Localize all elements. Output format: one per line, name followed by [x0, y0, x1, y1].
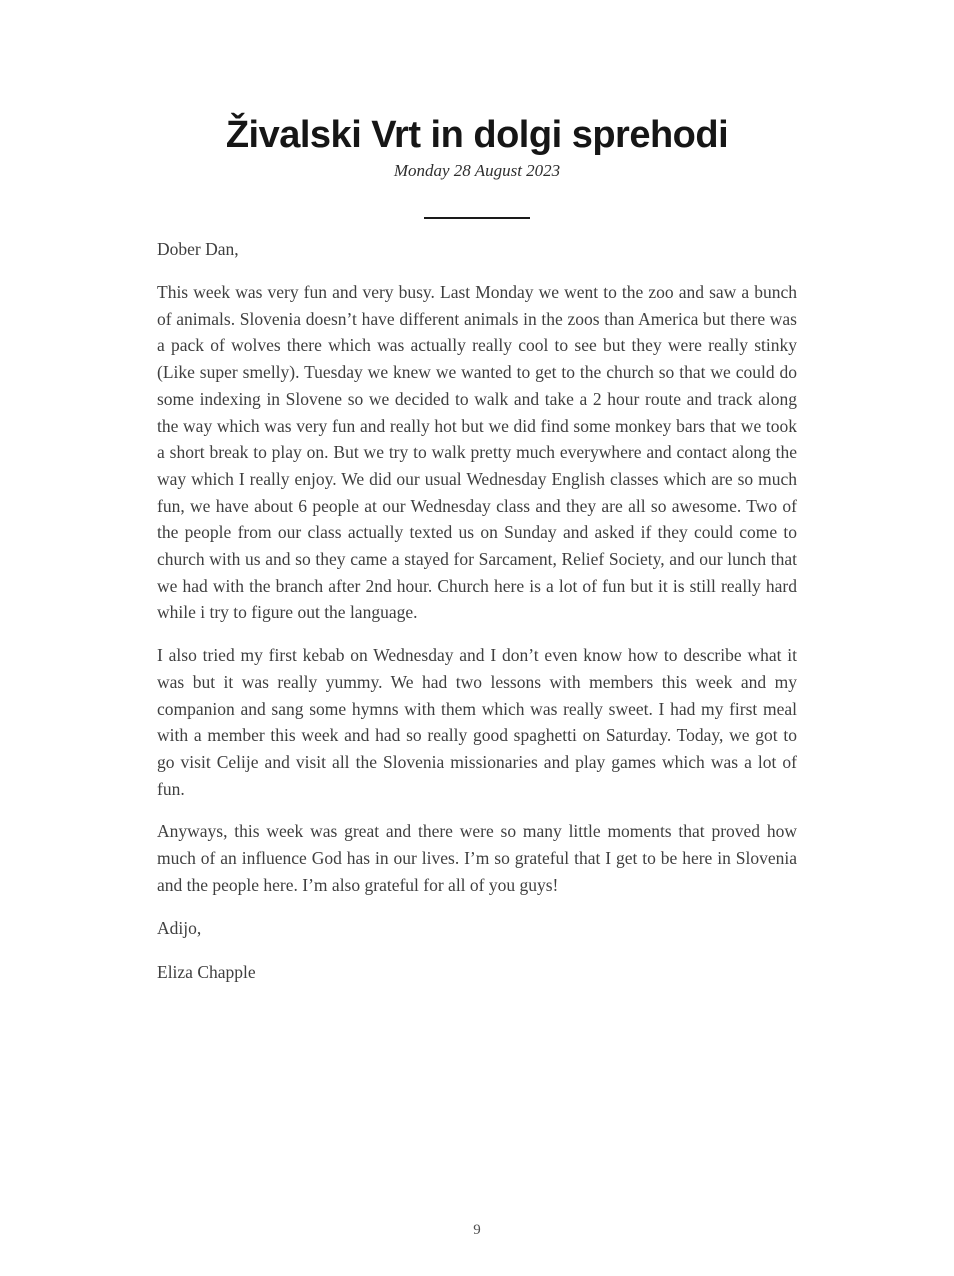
section-divider	[424, 217, 530, 219]
letter-signature: Eliza Chapple	[157, 962, 256, 983]
article-title: Živalski Vrt in dolgi sprehodi	[225, 114, 729, 156]
page-number: 9	[473, 1222, 481, 1238]
letter-paragraph: Anyways, this week was great and there were so many little moments that proved how much of an influence God has in our lives. I’m so grateful that I get to be here in Slovenia and the people here. I’m also grateful for all of you guys!	[157, 821, 797, 895]
letter-paragraph: I also tried my first kebab on Wednesday and I don’t even know how to describe what it was but it was really yummy. We had two lessons with members this week and my companion and sang some hymns with them which was really sweet. I had my first meal with a member this week and had so really good spaghetti on Saturday. Today, we got to go visit Celije and visit all the Slovenia missionaries and play games which was a lot of fun.	[157, 645, 797, 799]
letter-paragraph: This week was very fun and very busy. Last Monday we went to the zoo and saw a bunch of animals. Slovenia doesn’t have different animals in the zoos than America but there was a pack of wolves there which was actually really cool to see but they were really stinky (Like super smelly). Tuesday we knew we wanted to get to the church so that we could do some indexing in Slovene so we decided to walk and take a 2 hour route and track along the way which was very fun and really hot but we did find some monkey bars that we took a short break to play on. But we try to walk pretty much everywhere and contact along the way which I really enjoy. We did our usual Wednesday English classes which are so much fun, we have about 6 people at our Wednesday class and they are all so awesome. Two of the people from our class actually texted us on Sunday and asked if they could come to church with us and so they came a stayed for Sarcament, Relief Society, and our lunch that we had with the branch after 2nd hour. Church here is a lot of fun but it is still really hard while i try to figure out the language.	[157, 282, 797, 623]
letter-greeting: Dober Dan,	[157, 239, 239, 259]
letter-content	[157, 0, 797, 986]
letter-signoff: Adijo,	[157, 918, 202, 939]
article-date: Monday 28 August 2023	[393, 161, 561, 180]
